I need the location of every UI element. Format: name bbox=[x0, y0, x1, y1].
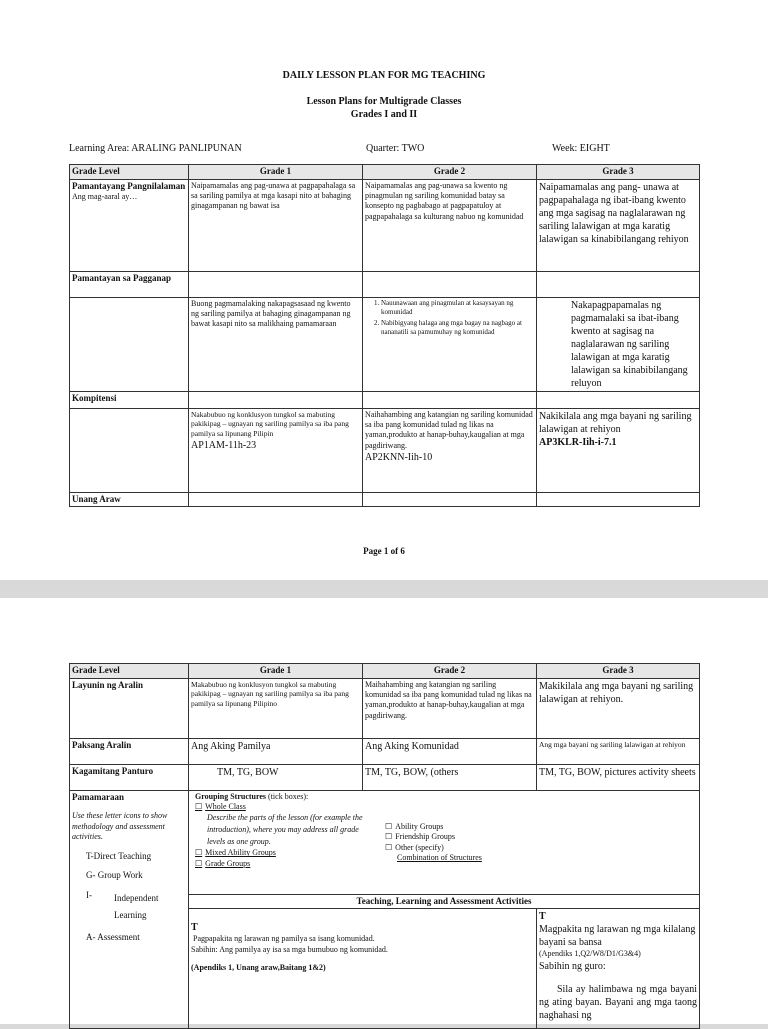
combination-structures: Combination of Structures bbox=[397, 853, 482, 863]
cell-kompetensi-g2 bbox=[363, 408, 537, 492]
table-row bbox=[70, 790, 700, 894]
friendship-groups-checkbox[interactable]: ☐ Friendship Groups bbox=[385, 832, 482, 842]
activity-g12-line2: Sabihin: Ang pamilya ay isa sa mga bumubuo ng komunidad. bbox=[191, 944, 388, 954]
cell-empty bbox=[189, 492, 363, 507]
table-row bbox=[70, 271, 700, 297]
activity-g3-line3: Sila ay halimbawa ng mga bayani ng ating bayan. Bayani ang mga taong naghahasi ng bbox=[539, 983, 697, 1021]
kompetensi-g2-text: Naihahambing ang katangian ng sariling komunidad sa iba pang komunidad tulad ng likas na yaman,produkto at hanap-buhay,kaugalian at mga pagdiriwang. bbox=[365, 409, 533, 450]
legend-i-text: Independent Learning bbox=[114, 892, 159, 921]
cell-empty bbox=[363, 391, 537, 408]
row-label-text: Pamantayang Pangnilalaman bbox=[72, 180, 186, 191]
legend-assessment: A- Assessment bbox=[86, 932, 140, 943]
cell-empty bbox=[363, 492, 537, 507]
kompetensi-g3-text: Nakikilala ang mga bayani ng sariling lalawigan at rehiyon bbox=[539, 410, 692, 435]
cell-grouping-structures bbox=[189, 790, 700, 894]
cell-kagamitan-g1: TM, TG, BOW bbox=[189, 764, 363, 790]
page-2 bbox=[0, 598, 768, 1024]
header-grade-2: Grade 2 bbox=[363, 664, 537, 679]
cell-empty bbox=[537, 391, 700, 408]
lesson-table-1 bbox=[69, 164, 700, 507]
table-row bbox=[70, 408, 700, 492]
legend-group-work: G- Group Work bbox=[86, 870, 143, 881]
header-grade-level: Grade Level bbox=[70, 165, 189, 180]
row-label-kagamitan: Kagamitang Panturo bbox=[70, 764, 189, 790]
cell-paksa-g3: Ang mga bayani ng sariling lalawigan at rehiyon bbox=[537, 738, 700, 764]
method-legend bbox=[72, 851, 186, 944]
header-grade-level: Grade Level bbox=[70, 664, 189, 679]
row-label-unang-araw: Unang Araw bbox=[70, 492, 189, 507]
cell-activity-g12 bbox=[189, 909, 537, 1029]
table-row bbox=[70, 492, 700, 507]
doc-title: DAILY LESSON PLAN FOR MG TEACHING bbox=[282, 70, 486, 81]
legend-direct-teaching: T-Direct Teaching bbox=[86, 850, 152, 861]
other-checkbox[interactable]: ☐ Other (specify) bbox=[385, 843, 482, 853]
whole-class-checkbox[interactable]: ☐ Whole Class bbox=[195, 802, 365, 812]
cell-pamantayang-g2: Naipamamalas ang pag-unawa sa kwento ng pinagmulan ng sariling komunidad batay sa konsepto ng pagbabago at pagpapatuloy at pagpapahalaga sa kulturang nabuo ng komunidad bbox=[363, 179, 537, 271]
cell-empty bbox=[189, 391, 363, 408]
cell-layunin-g1: Makabubuo ng konklusyon tungkol sa mabuting pakikipag – ugnayan ng sariling pamilya sa iba pang pamilya sa lipunang Pilipino bbox=[189, 678, 363, 738]
cell-pagganap-g3: Nakapagpapamalas ng pagmamalaki sa ibat-ibang kwento at sagisag na naglalarawan ng sariling lalawigan at mga karatig lalawigan sa kinabibilangang reluyon bbox=[537, 297, 700, 391]
cell-pagganap-g2 bbox=[363, 297, 537, 391]
cell-empty bbox=[537, 271, 700, 297]
row-label-pamantayang bbox=[70, 179, 189, 271]
week: Week: EIGHT bbox=[552, 143, 610, 154]
activity-g3-appendix: (Apendiks 1,Q2/W8/D1/G3&4) bbox=[539, 949, 641, 959]
header-grade-3: Grade 3 bbox=[537, 664, 700, 679]
kompetensi-g3-code: AP3KLR-Iih-i-7.1 bbox=[539, 436, 617, 448]
activity-letter-t: T bbox=[191, 922, 198, 934]
row-label-layunin: Layunin ng Aralin bbox=[70, 678, 189, 738]
row-label-paksa: Paksang Aralin bbox=[70, 738, 189, 764]
list-item: 2. Nabibigyang halaga ang mga bagay na nagbago at nananatili sa pamumuhay ng komunidad bbox=[381, 319, 534, 337]
cell-empty bbox=[70, 297, 189, 391]
header-grade-1: Grade 1 bbox=[189, 664, 363, 679]
table-row bbox=[70, 179, 700, 271]
pamamaraan-note: Use these letter icons to show methodology and assessment activities. bbox=[72, 811, 168, 842]
cell-pamamaraan bbox=[70, 790, 189, 1029]
kompetensi-g1-code: AP1AM-11h-23 bbox=[191, 439, 257, 451]
learning-area: Learning Area: ARALING PANLIPUNAN bbox=[69, 143, 242, 154]
cell-empty bbox=[537, 492, 700, 507]
table-row bbox=[70, 738, 700, 764]
grouping-hint: (tick boxes): bbox=[268, 791, 309, 801]
ability-groups-checkbox[interactable]: ☐ Ability Groups bbox=[385, 822, 482, 832]
cell-kompetensi-g3 bbox=[537, 408, 700, 492]
mixed-ability-checkbox[interactable]: ☐ Mixed Ability Groups bbox=[195, 848, 365, 858]
kompetensi-g2-code: AP2KNN-Iih-10 bbox=[365, 452, 433, 464]
cell-empty bbox=[363, 271, 537, 297]
whole-class-desc: Describe the parts of the lesson (for example the introduction), where you may address all grade levels as one group. bbox=[207, 813, 363, 847]
activity-g3-line1: Magpakita ng larawan ng mga kilalang bayani sa bansa bbox=[539, 924, 696, 949]
table-row bbox=[70, 764, 700, 790]
cell-empty bbox=[189, 271, 363, 297]
cell-pamantayang-g1: Naipamamalas ang pag-unawa at pagpapahalaga sa sa sariling pamilya at mga kasapi nito at bahaging ginagampanan ng bawat isa bbox=[189, 179, 363, 271]
tla-title: Teaching, Learning and Assessment Activities bbox=[189, 894, 700, 909]
cell-activity-g3 bbox=[537, 909, 700, 1029]
row-label-kompetensi: Kompitensi bbox=[70, 391, 189, 408]
header-grade-1: Grade 1 bbox=[189, 165, 363, 180]
legend-i-letter: I- bbox=[86, 889, 92, 900]
cell-paksa-g1: Ang Aking Pamilya bbox=[189, 738, 363, 764]
cell-kompetensi-g1 bbox=[189, 408, 363, 492]
row-sublabel: Ang mag-aaral ay… bbox=[72, 192, 138, 202]
table-row bbox=[70, 297, 700, 391]
grouping-title: Grouping Structures bbox=[195, 791, 267, 801]
row-label-pamamaraan: Pamamaraan bbox=[72, 791, 124, 802]
cell-layunin-g3: Makikilala ang mga bayani ng sariling lalawigan at rehiyon. bbox=[537, 678, 700, 738]
row-label-pagganap: Pamantayan sa Pagganap bbox=[70, 271, 189, 297]
page-number: Page 1 of 6 bbox=[363, 546, 405, 556]
cell-paksa-g2: Ang Aking Komunidad bbox=[363, 738, 537, 764]
lesson-table-2 bbox=[69, 663, 700, 1029]
cell-layunin-g2: Maihahambing ang katangian ng sariling komunidad sa iba pang komunidad tulad ng likas na yaman,produkto at hanap-buhay,kaugalian at mga pagdiriwang. bbox=[363, 678, 537, 738]
table-row bbox=[70, 391, 700, 408]
header-grade-2: Grade 2 bbox=[363, 165, 537, 180]
list-item: 1. Nauunawaan ang pinagmulan at kasaysayan ng komunidad bbox=[381, 299, 534, 317]
doc-grades: Grades I and II bbox=[350, 109, 418, 120]
cell-pamantayang-g3: Naipamamalas ang pang- unawa at pagpapahalaga ng ibat-ibang kwento ang mga sagisag na naglalarawan ng sariling lalawigan at mga karatig lalawigan sa kinabibilangang rehiyon bbox=[537, 179, 700, 271]
activity-g3-line2: Sabihin ng guro: bbox=[539, 960, 606, 972]
quarter: Quarter: TWO bbox=[366, 143, 425, 154]
cell-pagganap-g1: Buong pagmamalaking nakapagsasaad ng kwento ng sariling pamilya at bahaging ginagampanan ng bawat kasapi nito sa malikhaing pamamaraan bbox=[189, 297, 363, 391]
cell-empty bbox=[70, 408, 189, 492]
grade-groups-checkbox[interactable]: ☐ Grade Groups bbox=[195, 859, 365, 869]
table-row bbox=[70, 678, 700, 738]
activity-letter-t: T bbox=[539, 911, 546, 923]
legend-independent bbox=[86, 890, 186, 924]
cell-kagamitan-g2: TM, TG, BOW, (others bbox=[363, 764, 537, 790]
kompetensi-g1-text: Nakabubuo ng konklusyon tungkol sa mabuting pakikipag – ugnayan ng sariling pamilya sa iba pang pamilya sa lipunang Pilipin bbox=[191, 409, 349, 439]
activity-g12-appendix: (Apendiks 1, Unang araw,Baitang 1&2) bbox=[191, 963, 326, 973]
doc-subtitle: Lesson Plans for Multigrade Classes bbox=[306, 96, 462, 107]
cell-kagamitan-g3: TM, TG, BOW, pictures activity sheets bbox=[537, 764, 700, 790]
activity-g12-line1: Pagpapakita ng larawan ng pamilya sa isang komunidad. bbox=[193, 934, 375, 944]
header-grade-3: Grade 3 bbox=[537, 165, 700, 180]
